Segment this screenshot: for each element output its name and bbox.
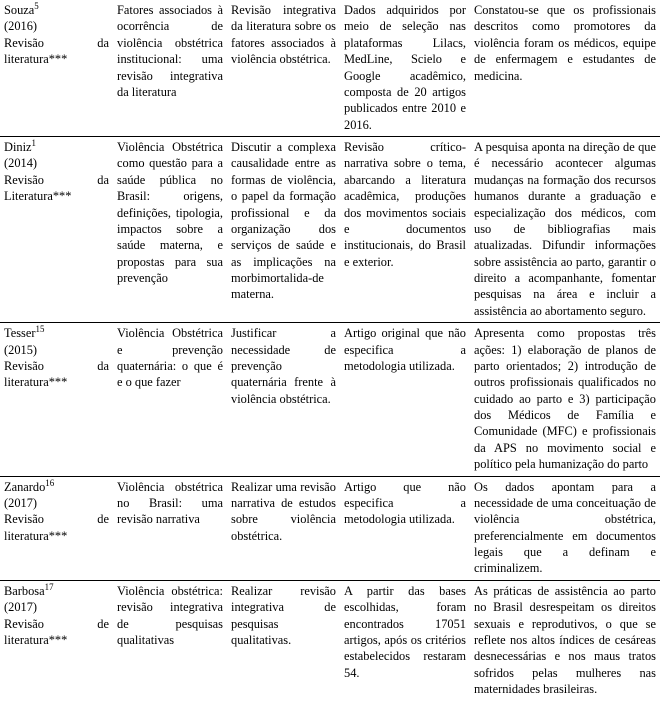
theme-text: Violência Obstétrica como questão para a saúde pública no Brasil: origens, definições, tipologia, impactos sobre a saúde materna, e propostas para sua prevenção bbox=[117, 140, 223, 285]
cell-reference bbox=[0, 137, 113, 323]
table-row bbox=[0, 0, 660, 137]
reference-block bbox=[4, 479, 109, 545]
cell-objective bbox=[227, 580, 340, 700]
reference-author: Souza$^5$ bbox=[4, 0, 39, 17]
theme-text: Fatores associados à ocorrência de violência obstétrica institucional: uma revisão integrativa da literatura bbox=[117, 3, 223, 99]
cell-objective bbox=[227, 476, 340, 580]
cell-results bbox=[470, 476, 660, 580]
reference-study-type-line2: literatura*** bbox=[4, 528, 68, 543]
reference-superscript: 1 bbox=[31, 137, 36, 148]
theme-text: Violência obstétrica no Brasil: uma revisão narrativa bbox=[117, 479, 223, 527]
objective-text: Revisão integrativa da literatura sobre os fatores associados à violência obstétrica. bbox=[231, 3, 336, 67]
table-row bbox=[0, 476, 660, 580]
reference-author: Tesser$^{15}$ bbox=[4, 324, 45, 341]
reference-study-type-line2: literatura*** bbox=[4, 375, 68, 390]
table-row bbox=[0, 137, 660, 323]
reference-year: (2014) bbox=[4, 156, 38, 171]
results-text: Os dados apontam para a necessidade de uma conceituação de violência obstétrica, preferencialmente em documentos legais que a definam e criminalizem. bbox=[474, 479, 656, 576]
reference-superscript: 5 bbox=[34, 0, 39, 11]
cell-results bbox=[470, 0, 660, 137]
cell-objective bbox=[227, 323, 340, 476]
reference-study-type-line2: literatura*** bbox=[4, 632, 68, 647]
cell-objective bbox=[227, 0, 340, 137]
cell-reference bbox=[0, 323, 113, 476]
reference-study-type-line2: Literatura*** bbox=[4, 189, 72, 204]
objective-text: Realizar uma revisão narrativa de estudos sobre violência obstétrica. bbox=[231, 479, 336, 543]
reference-study-type-line1: Revisão da bbox=[4, 358, 109, 373]
reference-study-type-line1: Revisão da bbox=[4, 172, 109, 187]
cell-theme bbox=[113, 137, 227, 323]
method-text: Dados adquiridos por meio de seleção nas plataformas Lilacs, MedLine, Scielo e Google acadêmico, composta de 20 artigos publicados entre 2010 e 2016. bbox=[344, 3, 466, 132]
reference-superscript: 16 bbox=[45, 477, 55, 488]
cell-theme bbox=[113, 323, 227, 476]
cell-results bbox=[470, 137, 660, 323]
results-text: As práticas de assistência ao parto no Brasil desrespeitam os direitos sexuais e reprodutivos, o que se reflete nos altos índices de cesáreas desnecessárias e nos maus tratos sofridos pelas mulheres nas maternidades brasileiras. bbox=[474, 583, 656, 696]
cell-reference bbox=[0, 0, 113, 137]
cell-theme bbox=[113, 476, 227, 580]
reference-superscript: 17 bbox=[44, 581, 54, 592]
reference-study-type-line1: Revisão da bbox=[4, 35, 109, 50]
cell-method bbox=[340, 580, 470, 700]
table-row bbox=[0, 580, 660, 700]
objective-text: Justificar a necessidade de prevenção quaternária frente à violência obstétrica. bbox=[231, 326, 336, 406]
cell-method bbox=[340, 476, 470, 580]
reference-year: (2017) bbox=[4, 495, 38, 510]
table-row bbox=[0, 323, 660, 476]
reference-author: Diniz$^1$ bbox=[4, 137, 36, 154]
reference-superscript: 15 bbox=[35, 324, 45, 334]
reference-author: Barbosa$^{17}$ bbox=[4, 581, 54, 598]
method-text: Artigo original que não especifica a metodologia utilizada. bbox=[344, 326, 466, 373]
cell-reference bbox=[0, 580, 113, 700]
objective-text: Discutir a complexa causalidade entre as formas de violência, o papel da formação profissional e da organização dos serviços de saúde e as implicações na morbimortalida-de materna. bbox=[231, 140, 336, 302]
cell-results bbox=[470, 580, 660, 700]
reference-study-type-line1: Revisão de bbox=[4, 512, 109, 527]
cell-method bbox=[340, 137, 470, 323]
reference-study-type-line2: literatura*** bbox=[4, 52, 68, 67]
method-text: A partir das bases escolhidas, foram encontrados 17051 artigos, após os critérios estabelecidos restaram 54. bbox=[344, 583, 466, 680]
cell-reference bbox=[0, 476, 113, 580]
reference-block bbox=[4, 583, 109, 649]
reference-year: (2017) bbox=[4, 600, 38, 615]
reference-block bbox=[4, 2, 109, 68]
results-text: Constatou-se que os profissionais descritos como promotores da violência foram os médicos, equipe de enfermagem e estudantes de medicina. bbox=[474, 3, 656, 83]
cell-theme bbox=[113, 0, 227, 137]
reference-author: Zanardo$^{16}$ bbox=[4, 477, 55, 494]
cell-method bbox=[340, 323, 470, 476]
theme-text: Violência obstétrica: revisão integrativa de pesquisas qualitativas bbox=[117, 583, 223, 647]
reference-year: (2016) bbox=[4, 19, 38, 34]
reference-study-type-line1: Revisão de bbox=[4, 616, 109, 631]
reference-year: (2015) bbox=[4, 342, 38, 357]
method-text: Revisão crítico-narrativa sobre o tema, abarcando a literatura acadêmica, produções dos movimentos sociais e documentos institucionais, do Brasil e exterior. bbox=[344, 140, 466, 269]
results-text: A pesquisa aponta na direção de que é necessário acontecer algumas mudanças na formação dos recursos humanos durante a graduação e especialização dos médicos, com uso de bibliografias mais atualizadas. Difundir informações sobre assistência ao parto, garantir o direito a acompanhante, fomentar pesquisas na área e incluir a assistência ao abortamento seguro. bbox=[474, 140, 656, 318]
reference-block bbox=[4, 325, 109, 391]
objective-text: Realizar revisão integrativa de pesquisas qualitativas. bbox=[231, 583, 336, 647]
reference-block bbox=[4, 139, 109, 205]
cell-theme bbox=[113, 580, 227, 700]
method-text: Artigo que não especifica a metodologia utilizada. bbox=[344, 479, 466, 527]
results-text: Apresenta como propostas três ações: 1) elaboração de planos de parto orientados; 2) introdução de outros profissionais qualificados no cuidado ao parto e 3) participação dos Médicos de Família e Comunidade (MFC) e profissionais da APS no movimento social e político pela humanização do parto bbox=[474, 326, 656, 472]
cell-objective bbox=[227, 137, 340, 323]
theme-text: Violência Obstétrica e prevenção quaternária: o que é e o que fazer bbox=[117, 326, 223, 390]
cell-method bbox=[340, 0, 470, 137]
cell-results bbox=[470, 323, 660, 476]
